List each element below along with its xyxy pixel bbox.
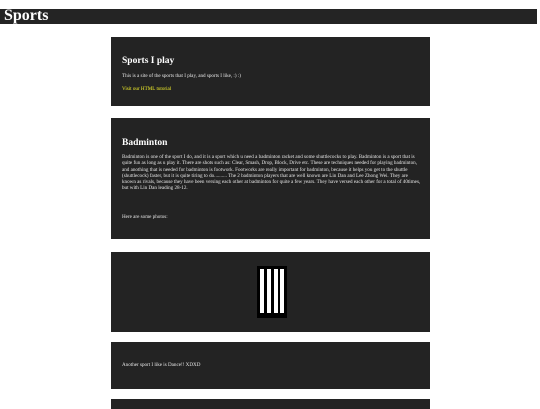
photo-stripe — [260, 269, 264, 313]
site-header — [0, 9, 537, 24]
photo-card — [111, 252, 430, 332]
intro-heading: Sports I play — [122, 56, 175, 66]
dance-text: Another sport I like is Dance!! XDXD — [122, 362, 201, 368]
dance-card — [111, 342, 430, 389]
photo-stripe — [274, 269, 278, 313]
photo-stripe — [267, 269, 271, 313]
html-tutorial-link[interactable]: Visit our HTML tutorial — [122, 86, 172, 92]
next-card — [111, 399, 430, 409]
intro-text: This is a site of the sports that I play, and sports I like, :) :) — [122, 73, 241, 79]
site-title: Sports — [4, 7, 49, 24]
badminton-card — [111, 118, 430, 239]
badminton-description: Badminton is one of the sport I do, and it is a sport which u need a badminton racket and some shuttlecocks to play. Badminton is a sport that is quite fun as long as u play it. There are shots such as: Clear, Smash, Drop, Block, Drive etc. These are techniques needed for playing badminton, and anothing that is needed for badminton is footwork. Footworks are really important for badminton, because it helps you get to the shuttle (shuttlecock) faster, but it is quite tiring to do.......... The 2 badminton players that are well known are Lin Dan and Lee Zhong Wei. They are known as rivals, because they have been versing each other at badminton for quite a few years. They have versed each other for a total of 40times, but with Lin Dan leading 28-12. — [122, 154, 421, 192]
photo-stripe — [280, 269, 284, 313]
intro-card — [111, 37, 430, 106]
badminton-heading: Badminton — [122, 138, 168, 148]
badminton-photo — [257, 266, 287, 318]
photos-intro-text: Here are some photos: — [122, 214, 168, 220]
